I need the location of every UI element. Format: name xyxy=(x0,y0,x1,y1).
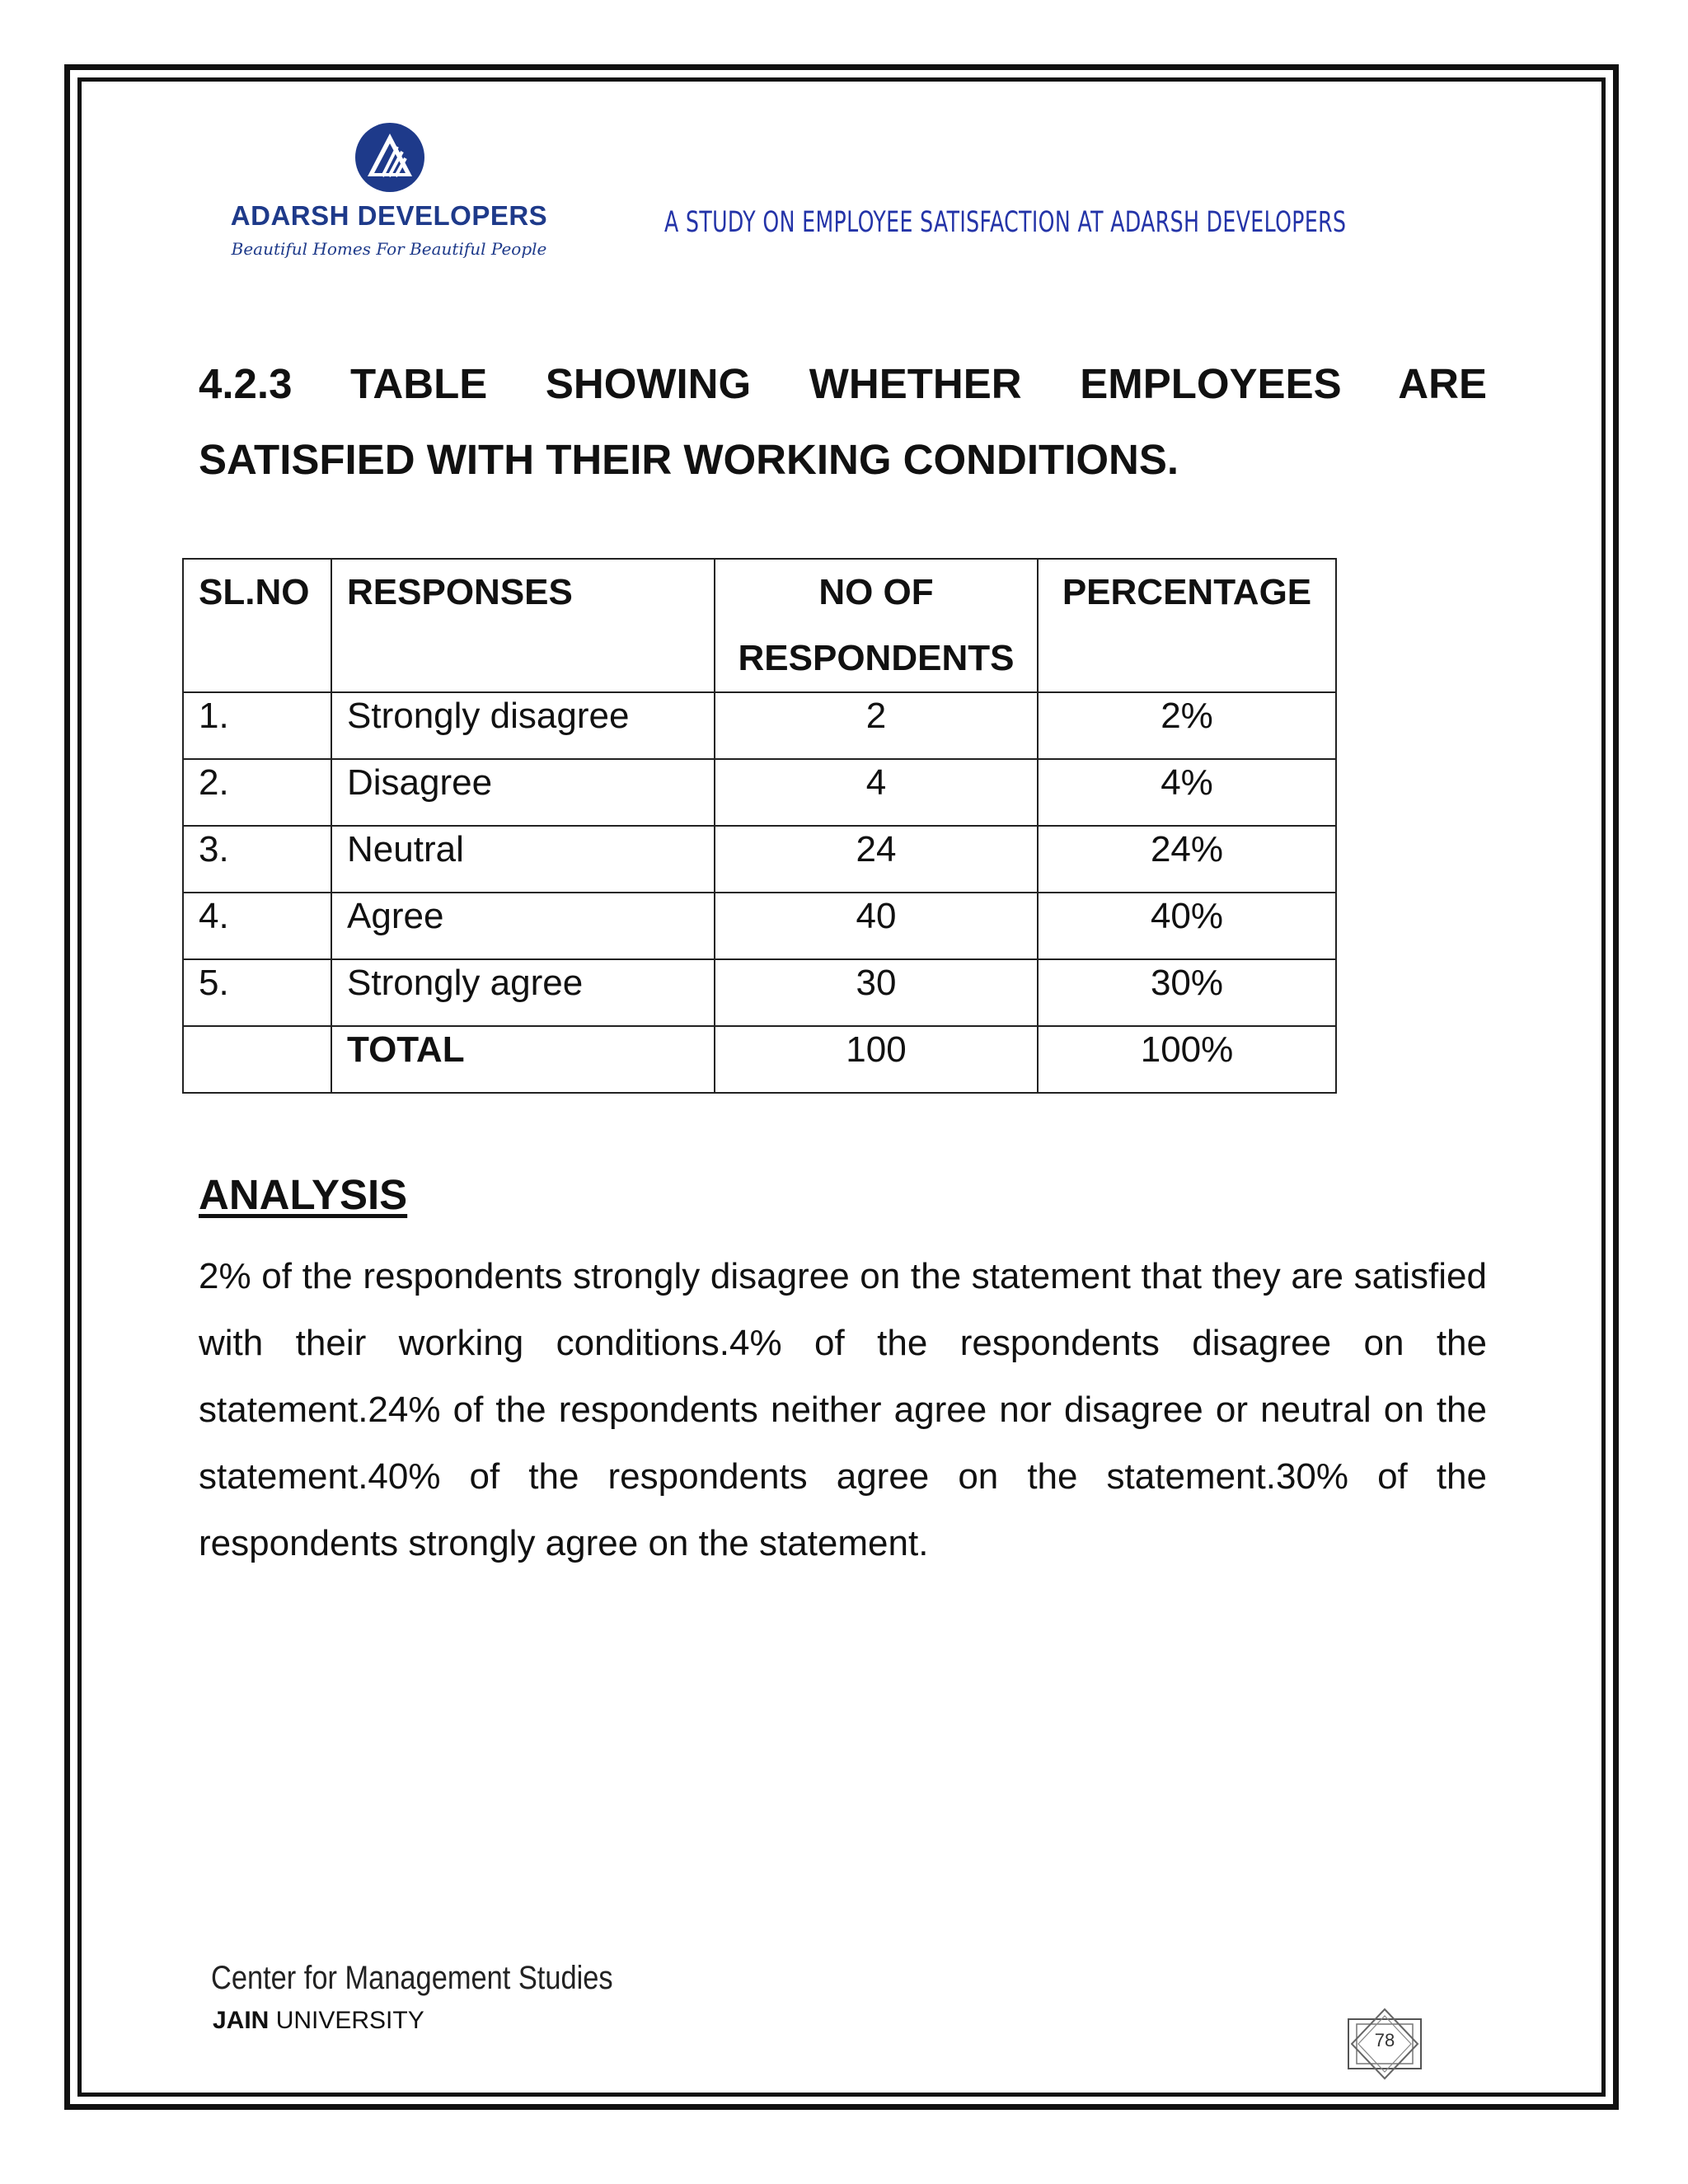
header-slno: SL.NO xyxy=(183,559,331,692)
cell-count: 30 xyxy=(715,959,1038,1026)
header-no-of-respondents xyxy=(715,559,1038,692)
cell-count: 2 xyxy=(715,692,1038,759)
header-responses: RESPONSES xyxy=(331,559,715,692)
header-no-of-line2: RESPONDENTS xyxy=(738,638,1015,678)
analysis-text: 2% of the respondents strongly disagree on the statement that they are satisfied with their working conditions.4% of the respondents disagree on the statement.24% of the respondents neither agree nor disagree or neutral on the statement.40% of the respondents agree on the statement.30% of the respondents strongly agree on the statement. xyxy=(199,1256,1487,1563)
footer-university-bold: JAIN xyxy=(213,2007,270,2034)
table-total-row xyxy=(183,1026,1336,1093)
cell-count: 24 xyxy=(715,826,1038,893)
analysis-title: ANALYSIS xyxy=(199,1171,408,1218)
table-row xyxy=(183,692,1336,759)
company-tagline: Beautiful Homes For Beautiful People xyxy=(231,239,547,259)
table-row xyxy=(183,759,1336,826)
table-row xyxy=(183,826,1336,893)
cell-slno: 3. xyxy=(183,826,331,893)
cell-response: Disagree xyxy=(331,759,715,826)
study-title: A STUDY ON EMPLOYEE SATISFACTION AT ADARSH DEVELOPERS xyxy=(664,206,1347,239)
section-heading xyxy=(199,346,1487,498)
footer-university xyxy=(213,2007,424,2035)
cell-percent: 2% xyxy=(1038,692,1336,759)
section-heading-line2: SATISFIED WITH THEIR WORKING CONDITIONS. xyxy=(199,436,1179,483)
company-logo-icon xyxy=(354,122,425,193)
section-heading-line1: 4.2.3 TABLE SHOWING WHETHER EMPLOYEES ARE xyxy=(199,360,1487,407)
cell-response: Strongly agree xyxy=(331,959,715,1026)
cell-slno-empty xyxy=(183,1026,331,1093)
table-header-row xyxy=(183,559,1336,692)
cell-percent: 30% xyxy=(1038,959,1336,1026)
table-row xyxy=(183,959,1336,1026)
cell-slno: 2. xyxy=(183,759,331,826)
cell-response: Neutral xyxy=(331,826,715,893)
cell-slno: 1. xyxy=(183,692,331,759)
cell-response: Strongly disagree xyxy=(331,692,715,759)
cell-count: 4 xyxy=(715,759,1038,826)
cell-total-count: 100 xyxy=(715,1026,1038,1093)
cell-total-label: TOTAL xyxy=(331,1026,715,1093)
company-name: ADARSH DEVELOPERS xyxy=(230,200,548,231)
cell-total-percent: 100% xyxy=(1038,1026,1336,1093)
cell-count: 40 xyxy=(715,893,1038,959)
cell-percent: 40% xyxy=(1038,893,1336,959)
footer-university-rest: UNIVERSITY xyxy=(269,2007,424,2034)
header-percentage: PERCENTAGE xyxy=(1038,559,1336,692)
cell-slno: 5. xyxy=(183,959,331,1026)
cell-percent: 24% xyxy=(1038,826,1336,893)
responses-table xyxy=(182,558,1337,1094)
header-no-of-line1: NO OF xyxy=(818,572,934,612)
cell-percent: 4% xyxy=(1038,759,1336,826)
page-number: 78 xyxy=(1374,2030,1395,2050)
cell-response: Agree xyxy=(331,893,715,959)
footer-center-name: Center for Management Studies xyxy=(211,1960,613,1996)
table-row xyxy=(183,893,1336,959)
cell-slno: 4. xyxy=(183,893,331,959)
